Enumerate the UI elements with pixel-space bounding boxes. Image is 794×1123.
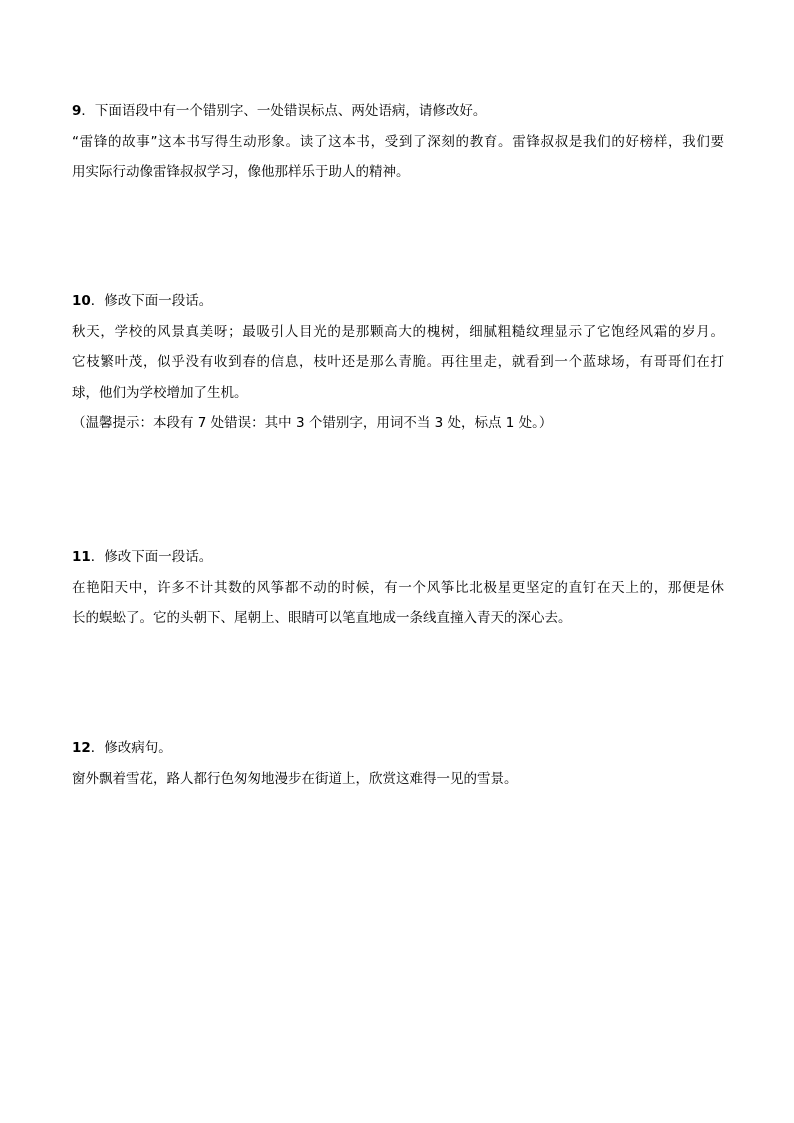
question-12-prompt-text: ．修改病句。 — [90, 740, 172, 756]
question-9-prompt — [72, 96, 724, 127]
question-9-line-2: 用实际行动像雷锋叔叔学习，像他那样乐于助人的精神。 — [72, 164, 410, 180]
question-11-prompt — [72, 542, 724, 573]
question-9 — [72, 96, 724, 188]
question-11 — [72, 542, 724, 634]
question-10-line-3: 球，他们为学校增加了生机。 — [72, 384, 248, 401]
question-9-number: 9 — [72, 103, 82, 119]
question-10-line-1: 秋天，学校的风景真美呀；最吸引人目光的是那颗高大的槐树，细腻粗糙纹理显示了它饱经风霜的岁月。 — [72, 323, 724, 340]
question-11-line-2: 长的蜈蚣了。它的头朝下、尾朝上、眼睛可以笔直地成一条线直撞入青天的深心去。 — [72, 610, 572, 626]
question-9-line-1: “雷锋的故事”这本书写得生动形象。读了这本书，受到了深刻的教育。雷锋叔叔是我们的好榜样，我们要 — [72, 133, 724, 150]
question-10-prompt-text: ．修改下面一段话。 — [90, 293, 213, 309]
question-10-line-2: 它枝繁叶茂，似乎没有收到春的信息，枝叶还是那么青脆。再往里走，就看到一个蓝球场，有哥哥们在打 — [72, 354, 724, 370]
question-12 — [72, 733, 724, 794]
question-9-prompt-text: ．下面语段中有一个错别字、一处错误标点、两处语病，请修改好。 — [81, 103, 487, 119]
question-11-line-1: 在艳阳天中，许多不计其数的风筝都不动的时候，有一个风筝比北极星更坚定的直钉在天上的，那便是休 — [72, 579, 724, 596]
question-12-prompt — [72, 733, 724, 764]
question-11-prompt-text: ．修改下面一段话。 — [90, 549, 213, 565]
question-10-number: 10 — [72, 293, 91, 309]
question-10 — [72, 286, 724, 439]
question-10-prompt — [72, 286, 724, 317]
question-10-hint: （温馨提示：本段有 7 处错误：其中 3 个错别字，用词不当 3 处，标点 1 处。） — [72, 415, 553, 431]
question-11-number: 11 — [72, 549, 91, 565]
question-12-number: 12 — [72, 740, 91, 756]
question-12-line-1: 窗外飘着雪花，路人都行色匆匆地漫步在街道上，欣赏这难得一见的雪景。 — [72, 770, 518, 787]
